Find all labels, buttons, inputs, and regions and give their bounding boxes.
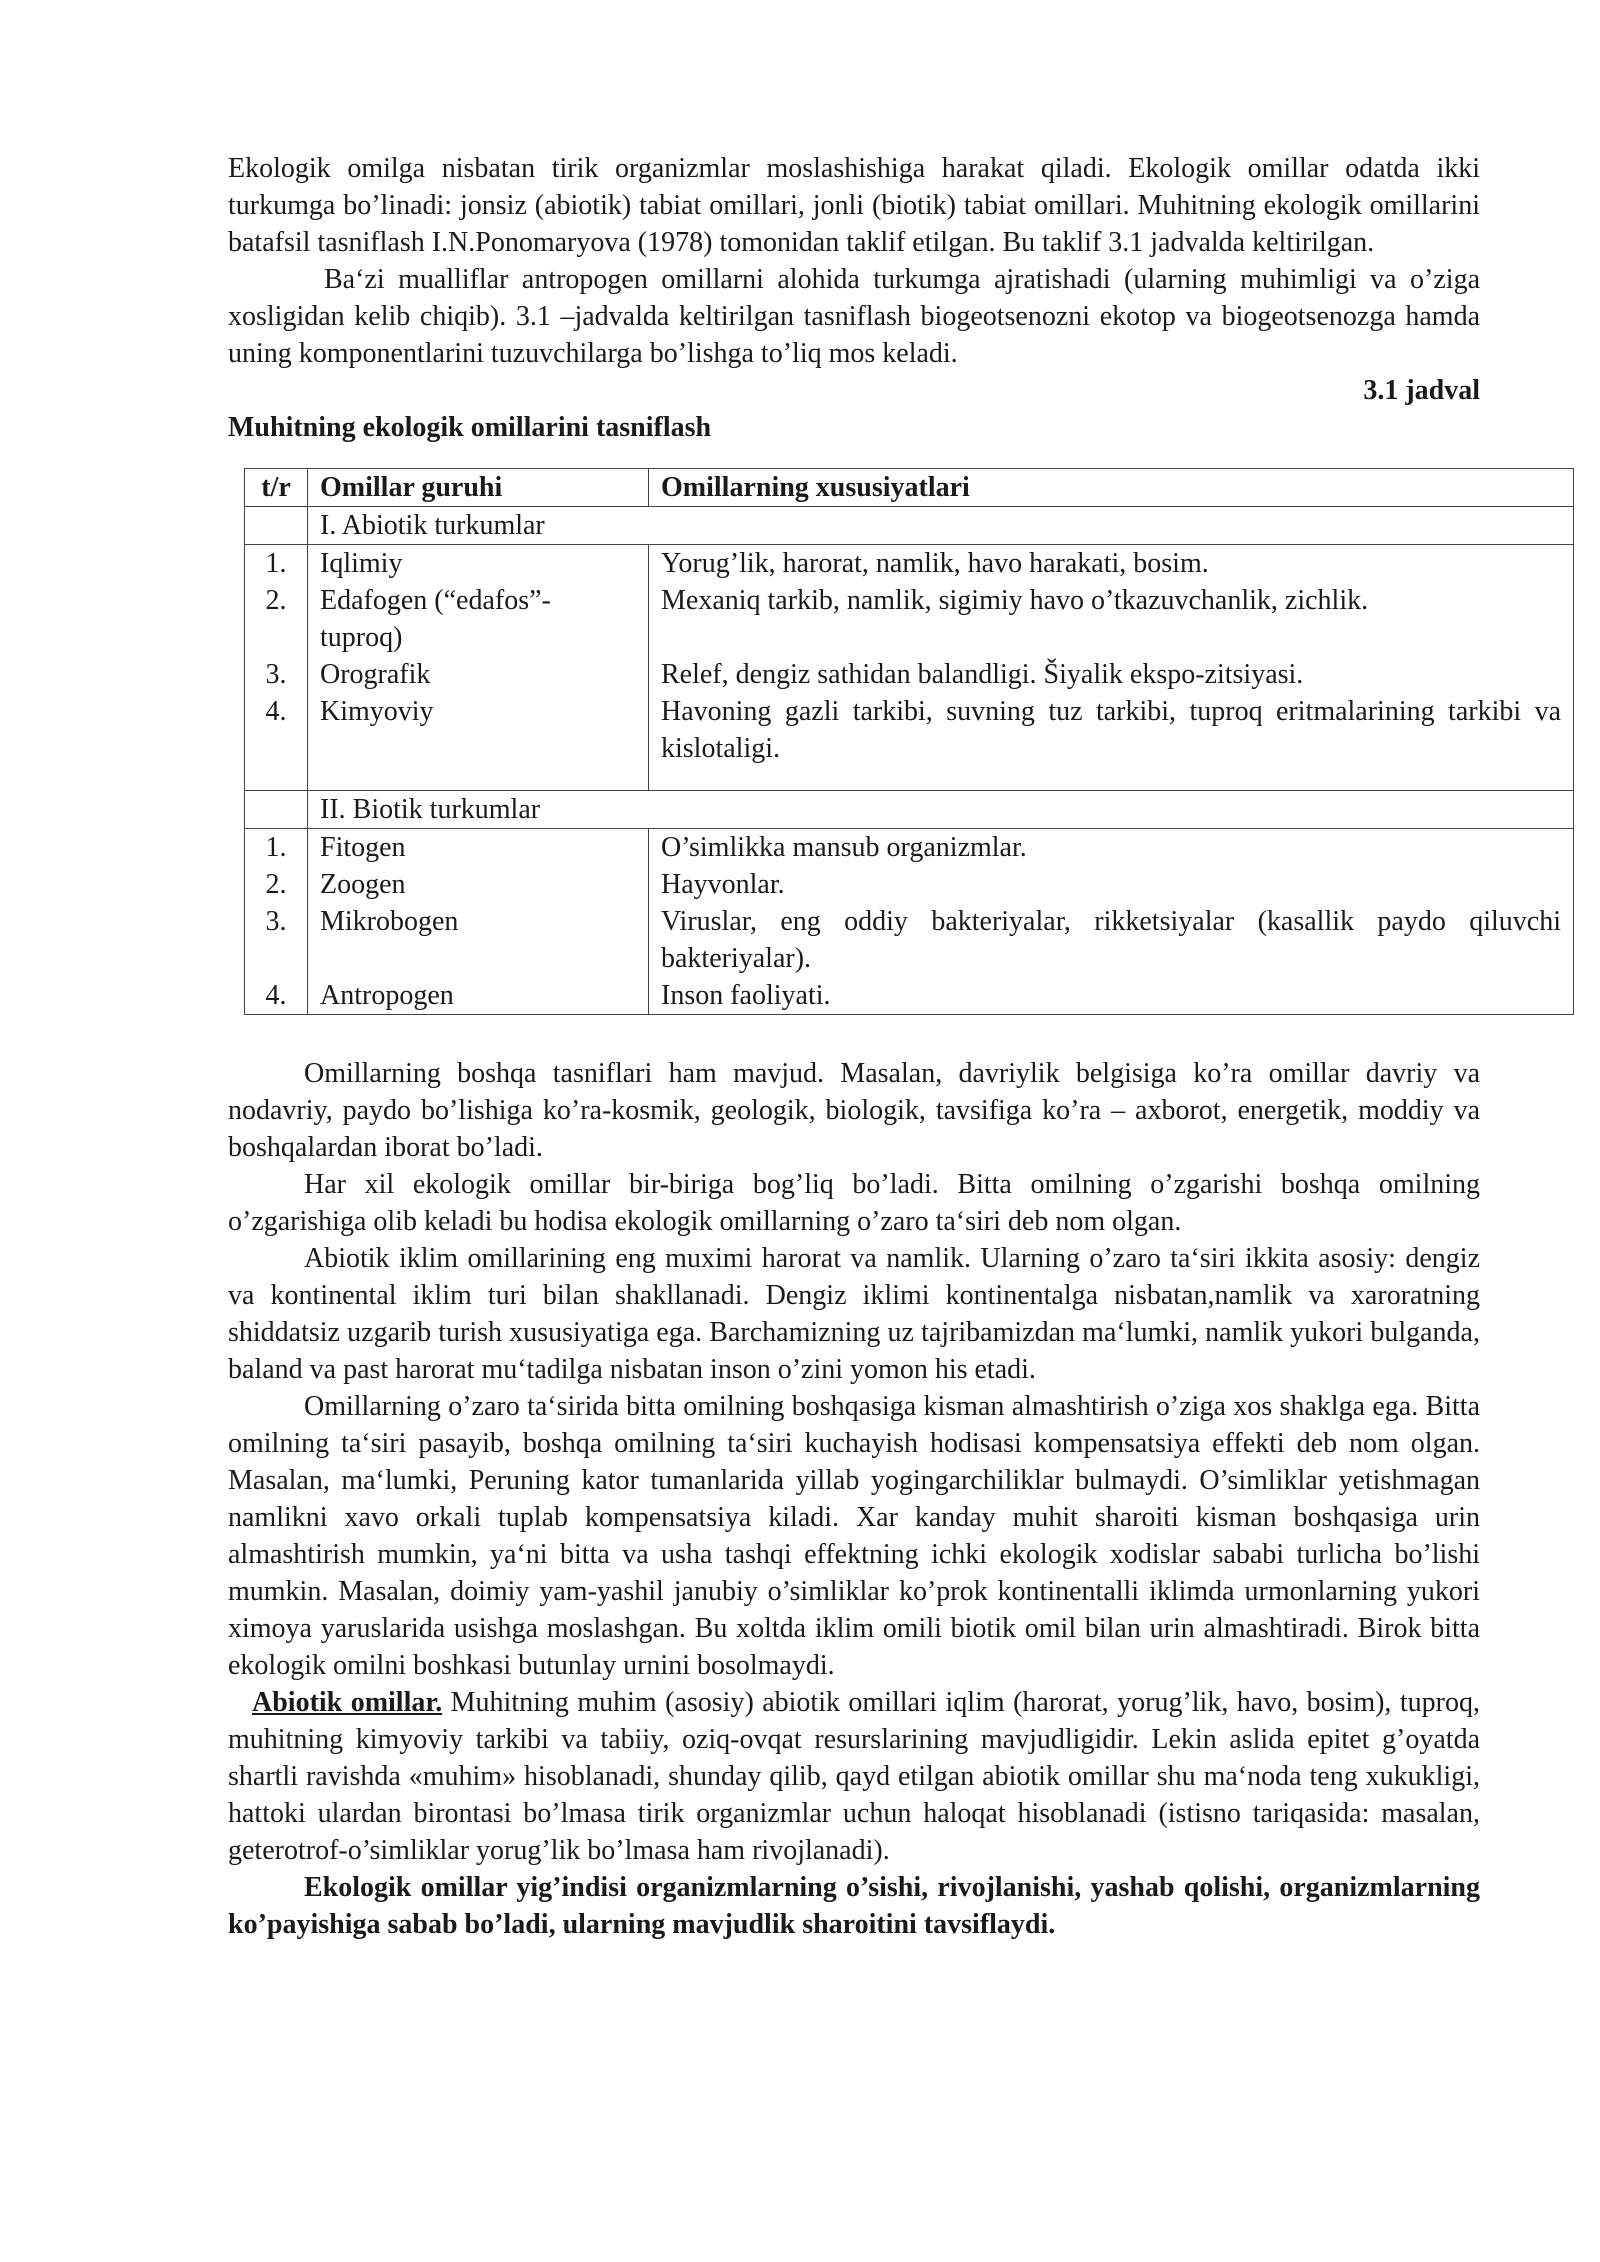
abiotic-num — [251, 730, 301, 767]
abiotic-desc — [661, 619, 1561, 656]
table-title: Muhitning ekologik omillarini tasniflash — [228, 412, 712, 443]
intro-paragraph-1: Ekologik omilga nisbatan tirik organizmlar moslashishiga harakat qiladi. Ekologik omillar odatda ikki turkumga bo’linadi: jonsiz (abiotik) tabiat omillari, jonli (biotik) tabiat omillari. Muhitning ekologik omillarini batafsil tasniflash I.N.Ponomaryova (1978) tomonidan taklif etilgan. Bu taklif 3.1 jadvalda keltirilgan. — [228, 153, 1480, 258]
table-label: 3.1 jadval — [1363, 375, 1480, 406]
header-number: t/r — [245, 469, 308, 507]
abiotic-names — [308, 545, 649, 791]
biotic-desc: Inson faoliyati. — [661, 980, 831, 1011]
biotic-desc: Hayvonlar. — [661, 869, 785, 900]
abiotic-heading: Abiotik omillar. — [252, 1687, 443, 1718]
header-properties: Omillarning xususiyatlari — [649, 469, 1574, 507]
intro-paragraph-2: Ba‘zi mualliflar antropogen omillarni alohida turkumga ajratishadi (ularning muhimligi va o’ziga xosligidan kelib chiqib). 3.1 –jadvalda keltirilgan tasniflash biogeotsenozni ekotop va biogeotsenozga hamda uning komponentlarini tuzuvchilarga bo’lishga to’liq mos keladi. — [228, 264, 1480, 369]
abiotic-name: tuproq) — [320, 622, 403, 653]
biotic-name: Antropogen — [320, 980, 454, 1011]
biotic-num: 3. — [265, 906, 287, 937]
document-page — [228, 150, 1561, 1943]
abiotic-name — [320, 730, 636, 767]
biotic-items-row — [245, 829, 1574, 1015]
header-group: Omillar guruhi — [308, 469, 649, 507]
biotic-desc: Viruslar, eng oddiy bakteriyalar, rikketsiyalar (kasallik paydo qiluvchi bakteriyalar). — [661, 906, 1561, 974]
abiotic-descriptions — [649, 545, 1574, 791]
abiotic-name: Edafogen (“edafos”- — [320, 585, 551, 616]
biotic-desc: O’simlikka mansub organizmlar. — [661, 832, 1027, 863]
body-paragraph-7 — [228, 1684, 1480, 1869]
body-paragraph-8: Ekologik omillar yig’indisi organizmlarning o’sishi, rivojlanishi, yashab qolishi, organizmlarning ko’payishiga sabab bo’ladi, ularning mavjudlik sharoitini tavsiflaydi. — [228, 1872, 1480, 1940]
biotic-num: 2. — [265, 869, 287, 900]
body-paragraph-6: Omillarning o’zaro ta‘sirida bitta omilning boshqasiga kisman almashtirish o’ziga xos shaklga ega. Bitta omilning ta‘siri pasayib, boshqa omilning ta‘siri kuchayish hodisasi kompensatsiya effekti deb nom olgan. Masalan, ma‘lumki, Peruning kator tumanlarida yillab yogingarchiliklar bulmaydi. O’simliklar yetishmagan namlikni xavo orkali tuplab kompensatsiya kiladi. Xar kanday muhit sharoiti kisman boshqasiga urin almashtirish mumkin, ya‘ni bitta va usha tashqi effektning ichki ekologik xodislar sababi turlicha bo’lishi mumkin. Masalan, doimiy yam-yashil janubiy o’simliklar ko’prok kontinentalli iklimda urmonlarning yukori ximoya yaruslarida usishga moslashgan. Bu xoltda iklim omili biotik omil bilan urin almashtiradi. Birok bitta ekologik omilni boshkasi butunlay urnini bosolmaydi. — [228, 1391, 1480, 1681]
biotic-name: Zoogen — [320, 869, 406, 900]
biotic-name — [320, 940, 636, 977]
biotic-num: 1. — [265, 832, 287, 863]
biotic-group-row — [245, 791, 1574, 829]
biotic-descriptions — [649, 829, 1574, 1015]
abiotic-desc: Havoning gazli tarkibi, suvning tuz tarkibi, tuproq eritmalarining tarkibi va kislotaligi. — [661, 696, 1561, 764]
abiotic-num: 3. — [265, 659, 287, 690]
abiotic-numbers — [245, 545, 308, 791]
biotic-group-label: II. Biotik turkumlar — [308, 791, 1574, 829]
abiotic-name: Orografik — [320, 659, 431, 690]
abiotic-items-row — [245, 545, 1574, 791]
abiotic-desc: Relef, dengiz sathidan balandligi. Šiyalik ekspo-zitsiyasi. — [661, 659, 1304, 690]
abiotic-group-row — [245, 507, 1574, 545]
table-header-row — [245, 469, 1574, 507]
abiotic-num: 2. — [265, 585, 287, 616]
abiotic-num — [251, 619, 301, 656]
abiotic-num: 4. — [265, 696, 287, 727]
abiotic-name: Kimyoviy — [320, 696, 434, 727]
body-paragraph-3: Omillarning boshqa tasniflari ham mavjud. Masalan, davriylik belgisiga ko’ra omillar davriy va nodavriy, paydo bo’lishiga ko’ra-kosmik, geologik, biologik, tavsifiga ko’ra – axborot, energetik, moddiy va boshqalardan iborat bo’ladi. — [228, 1058, 1480, 1163]
factors-table — [244, 468, 1574, 1015]
biotic-numbers — [245, 829, 308, 1015]
abiotic-group-label: I. Abiotik turkumlar — [308, 507, 1574, 545]
biotic-num — [251, 940, 301, 977]
biotic-name: Mikrobogen — [320, 906, 459, 937]
abiotic-desc: Yorug’lik, harorat, namlik, havo harakati, bosim. — [661, 548, 1209, 579]
biotic-names — [308, 829, 649, 1015]
abiotic-num: 1. — [265, 548, 287, 579]
biotic-name: Fitogen — [320, 832, 406, 863]
abiotic-text: Muhitning muhim (asosiy) abiotik omillari iqlim (harorat, yorug’lik, havo, bosim), tuproq, muhitning kimyoviy tarkibi va tabiiy, oziq-ovqat resurslarining mavjudligidir. Lekin aslida epitet g’oyatda shartli ravishda «muhim» hisoblanadi, shunday qilib, qayd etilgan abiotik omillar shu ma‘noda teng xukukligi, hattoki ulardan birontasi bo’lmasa tirik organizmlar uchun haloqat hisoblanadi (istisno tariqasida: masalan, geterotrof-o’simliklar yorug’lik bo’lmasa ham rivojlanadi). — [228, 1687, 1480, 1866]
abiotic-name: Iqlimiy — [320, 548, 403, 579]
body-paragraph-4: Har xil ekologik omillar bir-biriga bog’liq bo’ladi. Bitta omilning o’zgarishi boshqa omilning o’zgarishiga olib keladi bu hodisa ekologik omillarning o’zaro ta‘siri deb nom olgan. — [228, 1169, 1480, 1237]
abiotic-desc: Mexaniq tarkib, namlik, sigimiy havo o’tkazuvchanlik, zichlik. — [661, 585, 1369, 616]
body-paragraph-5: Abiotik iklim omillarining eng muximi harorat va namlik. Ularning o’zaro ta‘siri ikkita asosiy: dengiz va kontinental iklim turi bilan shakllanadi. Dengiz iklimi kontinentalga nisbatan,namlik va xaroratning shiddatsiz uzgarib turish xususiyatiga ega. Barchamizning uz tajribamizdan ma‘lumki, namlik yukori bulganda, baland va past harorat mu‘tadilga nisbatan inson o’zini yomon his etadi. — [228, 1243, 1480, 1385]
biotic-num: 4. — [265, 980, 287, 1011]
